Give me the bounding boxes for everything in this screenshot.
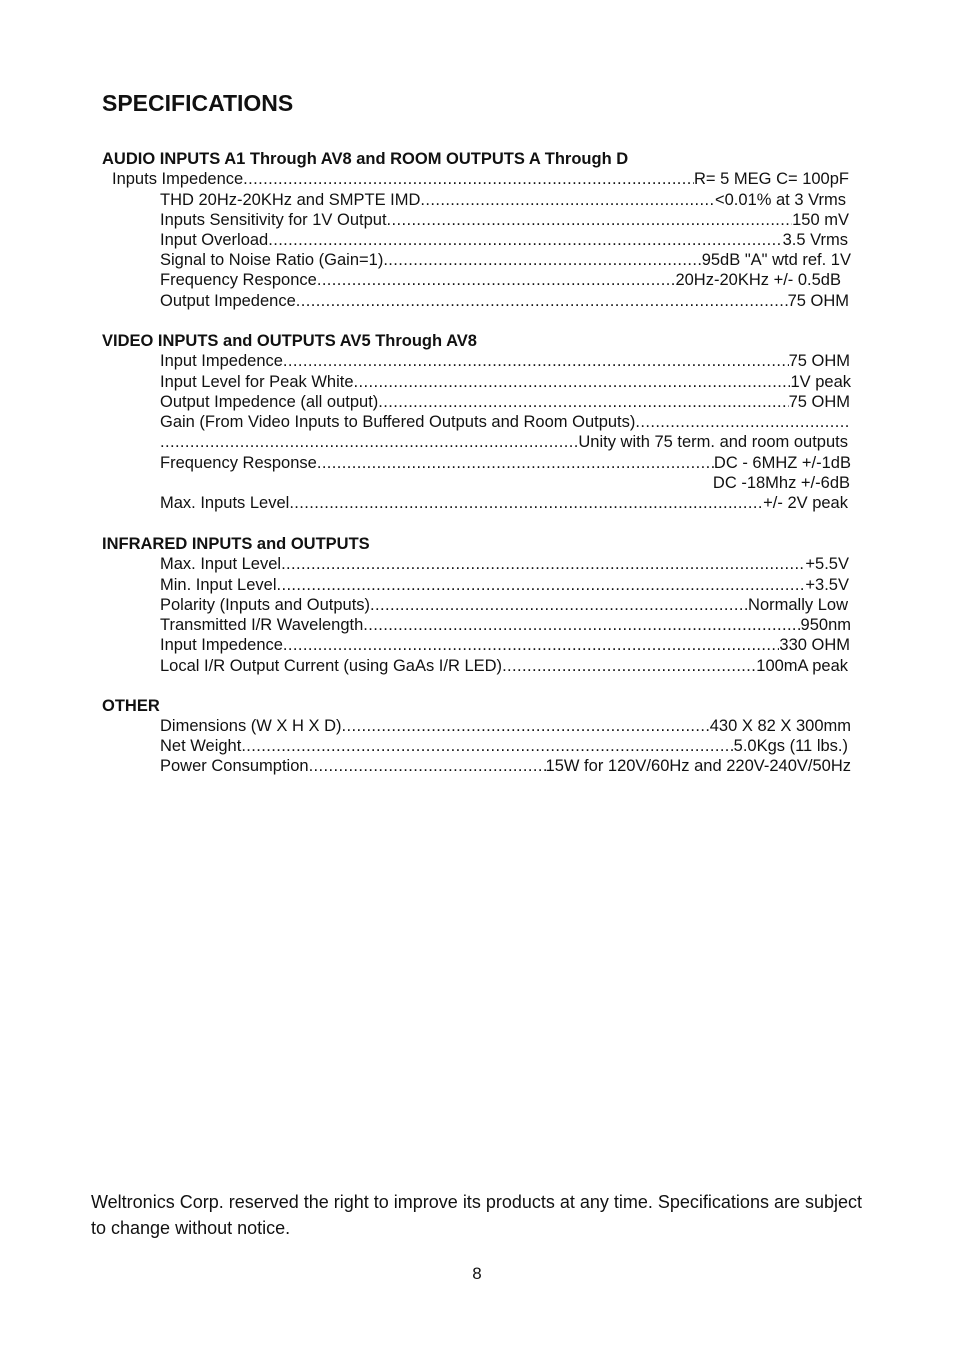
spec-row — [160, 657, 848, 677]
spec-label: Input Level for Peak White — [160, 373, 354, 391]
spec-value: 330 OHM — [779, 636, 850, 654]
spec-value: 75 OHM — [788, 352, 850, 370]
spec-label: Min. Input Level — [160, 576, 277, 594]
spec-row — [160, 596, 848, 616]
leader-dots — [160, 433, 578, 452]
spec-value-continuation: DC -18Mhz +/-6dB — [712, 474, 850, 492]
spec-label: Polarity (Inputs and Outputs) — [160, 596, 371, 614]
spec-label: Input Impedence — [160, 636, 283, 654]
leader-dots — [378, 393, 788, 412]
spec-label: Inputs Sensitivity for 1V Output — [160, 211, 387, 229]
spec-row — [160, 251, 851, 271]
spec-label: Max. Inputs Level — [160, 494, 290, 512]
spec-label: Output Impedence (all output) — [160, 393, 379, 411]
spec-value: R= 5 MEG C= 100pF — [694, 170, 849, 188]
spec-value: +3.5V — [805, 576, 849, 594]
spec-row — [160, 393, 850, 413]
leader-dots — [296, 292, 788, 311]
leader-dots — [420, 191, 715, 210]
spec-value: 20Hz-20KHz +/- 0.5dB — [675, 271, 841, 289]
spec-row — [160, 413, 848, 433]
spec-label: Frequency Response — [160, 454, 317, 472]
spec-label: Power Consumption — [160, 757, 309, 775]
spec-row — [160, 555, 849, 575]
spec-row — [160, 757, 851, 777]
spec-value: 95dB "A" wtd ref. 1V — [701, 251, 851, 269]
spec-row — [160, 352, 850, 372]
spec-label: Dimensions (W X H X D) — [160, 717, 342, 735]
section-heading: VIDEO INPUTS and OUTPUTS AV5 Through AV8 — [102, 332, 477, 350]
spec-row — [160, 616, 851, 636]
spec-label: Local I/R Output Current (using GaAs I/R LED) — [160, 657, 503, 675]
spec-label: Inputs Impedence — [112, 170, 244, 188]
spec-row — [160, 576, 849, 596]
leader-dots — [283, 636, 779, 655]
spec-value: 15W for 120V/60Hz and 220V-240V/50Hz — [545, 757, 851, 775]
leader-dots — [317, 454, 714, 473]
spec-label: Gain (From Video Inputs to Buffered Outputs and Room Outputs) — [160, 413, 636, 431]
spec-value: 430 X 82 X 300mm — [709, 717, 851, 735]
spec-label: Output Impedence — [160, 292, 296, 310]
leader-dots — [342, 717, 710, 736]
spec-row — [160, 717, 851, 737]
spec-value: DC - 6MHZ +/-1dB — [713, 454, 851, 472]
leader-dots — [283, 352, 789, 371]
leader-dots — [241, 737, 733, 756]
section-heading: INFRARED INPUTS and OUTPUTS — [102, 535, 370, 553]
spec-value: 100mA peak — [756, 657, 848, 675]
spec-value: +/- 2V peak — [763, 494, 848, 512]
spec-value: 5.0Kgs (11 lbs.) — [733, 737, 848, 755]
spec-row — [160, 211, 849, 231]
spec-value: <0.01% at 3 Vrms — [715, 191, 846, 209]
spec-value: 75 OHM — [787, 292, 849, 310]
leader-dots — [309, 757, 546, 776]
spec-value: 150 mV — [792, 211, 849, 229]
spec-row — [160, 231, 848, 251]
spec-row — [160, 271, 841, 291]
spec-row — [160, 636, 850, 656]
spec-label: THD 20Hz-20KHz and SMPTE IMD — [160, 191, 421, 209]
leader-dots — [276, 576, 805, 595]
leader-dots — [289, 494, 763, 513]
spec-value: Normally Low — [748, 596, 848, 614]
spec-label: Max. Input Level — [160, 555, 282, 573]
spec-value: 950nm — [800, 616, 851, 634]
leader-dots — [363, 616, 800, 635]
spec-row — [112, 170, 849, 190]
spec-label: Frequency Responce — [160, 271, 317, 289]
leader-dots — [268, 231, 782, 250]
spec-row — [160, 433, 848, 453]
leader-dots — [317, 271, 676, 290]
spec-row — [160, 494, 848, 514]
spec-label: Net Weight — [160, 737, 242, 755]
spec-label: Input Overload — [160, 231, 269, 249]
section-heading: OTHER — [102, 697, 160, 715]
spec-value: Unity with 75 term. and room outputs — [578, 433, 848, 451]
spec-row — [160, 191, 846, 211]
spec-label: Transmitted I/R Wavelength — [160, 616, 364, 634]
spec-value: 3.5 Vrms — [782, 231, 848, 249]
page-number: 8 — [472, 1264, 482, 1283]
spec-row — [160, 292, 849, 312]
leader-dots — [281, 555, 805, 574]
page-title: SPECIFICATIONS — [102, 90, 294, 116]
section-heading: AUDIO INPUTS A1 Through AV8 and ROOM OUTPUTS A Through D — [102, 150, 629, 168]
spec-label: Signal to Noise Ratio (Gain=1) — [160, 251, 384, 269]
leader-dots — [370, 596, 748, 615]
leader-dots — [354, 373, 791, 392]
spec-label: Input Impedence — [160, 352, 283, 370]
leader-dots — [243, 170, 694, 189]
spec-value: 1V peak — [790, 373, 851, 391]
leader-dots — [383, 251, 701, 270]
spec-row — [160, 454, 851, 474]
spec-row — [160, 373, 851, 393]
spec-value: +5.5V — [805, 555, 849, 573]
leader-dots — [502, 657, 756, 676]
leader-dots — [387, 211, 793, 230]
spec-row — [160, 737, 848, 757]
leader-dots — [635, 413, 848, 432]
spec-value: 75 OHM — [788, 393, 850, 411]
disclaimer-notice: Weltronics Corp. reserved the right to improve its products at any time. Specifications are subject to change without notice. — [91, 1192, 863, 1238]
